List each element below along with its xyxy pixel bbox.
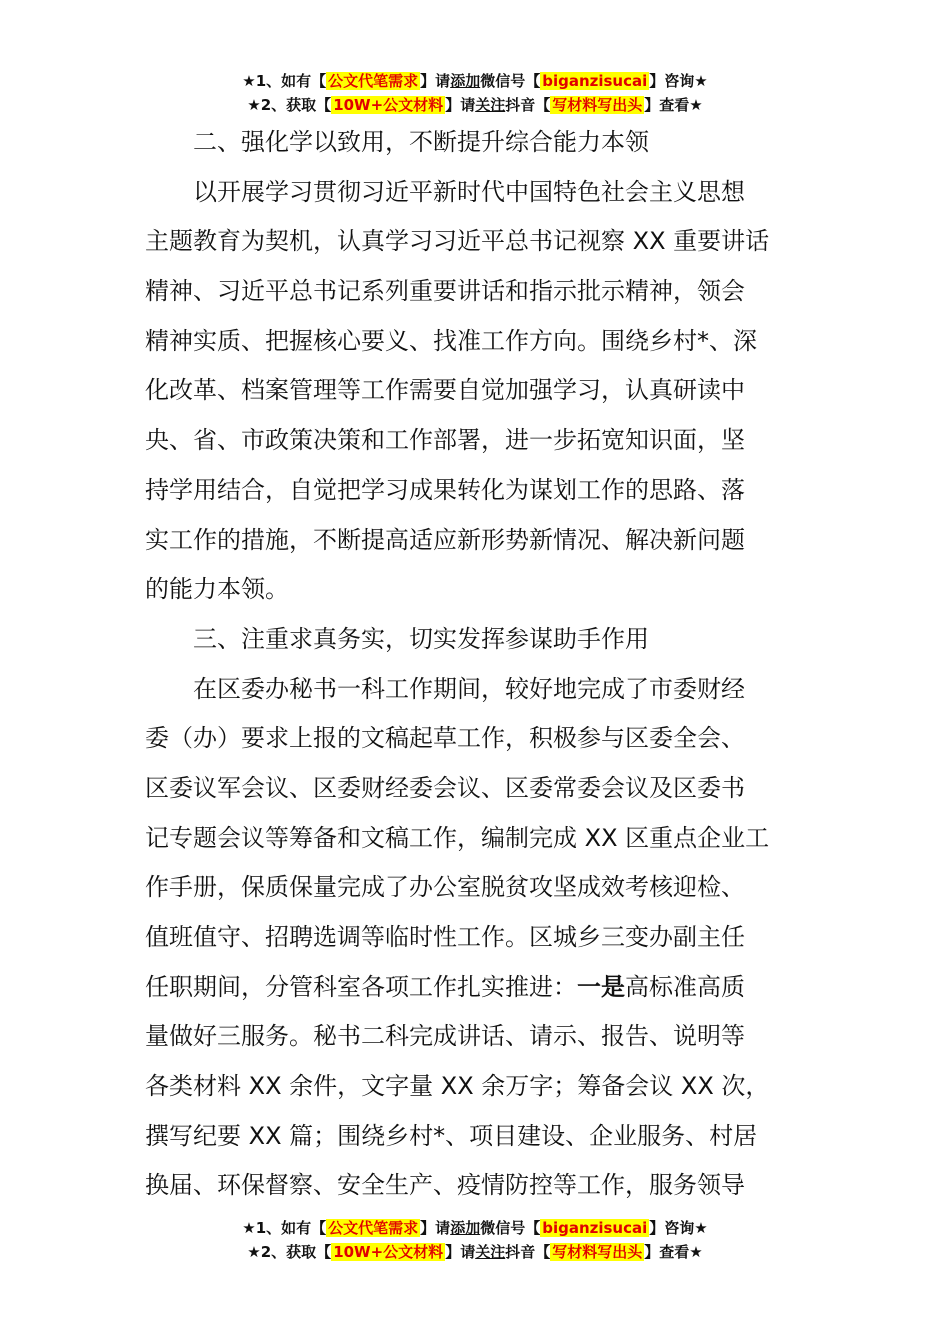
paragraph-line: 委（办）要求上报的文稿起草工作，积极参与区委全会、 [145, 724, 745, 753]
paragraph-line: 值班值守、招聘选调等临时性工作。区城乡三变办副主任 [145, 923, 745, 951]
banner-text: ★1、如有【 [242, 1219, 327, 1237]
banner-underlined: 关注 [475, 1243, 506, 1261]
paragraph-line: 撰写纪要 XX 篇；围绕乡村*、项目建设、企业服务、村居 [145, 1121, 758, 1150]
banner-text: ★2、获取【 [247, 96, 332, 114]
banner-highlight: 10W+公文材料 [333, 1243, 444, 1261]
section-heading: 二、强化学以致用，不断提升综合能力本领 [193, 128, 649, 156]
banner-text: 抖音【 [505, 96, 551, 114]
banner-text: 抖音【 [505, 1243, 551, 1261]
banner-line-1 [0, 1216, 950, 1240]
line-segment: 高标准高质 [625, 972, 745, 1001]
paragraph-line: 换届、环保督察、安全生产、疫情防控等工作，服务领导 [145, 1171, 745, 1200]
banner-text: 】请 [445, 1243, 476, 1261]
paragraph-line: 持学用结合，自觉把学习成果转化为谋划工作的思路、落 [145, 475, 745, 504]
banner-highlight: 公文代笔需求 [328, 72, 419, 90]
banner-underlined: 关注 [475, 96, 506, 114]
paragraph-line: 在区委办秘书一科工作期间，较好地完成了市委财经 [193, 674, 745, 703]
paragraph-line: 精神、习近平总书记系列重要讲话和指示批示精神，领会 [145, 277, 745, 306]
paragraph-line: 的能力本领。 [145, 575, 289, 604]
banner-highlight: 写材料写出头 [552, 1243, 643, 1261]
paragraph-line: 以开展学习贯彻习近平新时代中国特色社会主义思想 [193, 177, 745, 206]
banner-text: 】咨询★ [649, 1219, 708, 1237]
section-heading: 三、注重求真务实，切实发挥参谋助手作用 [193, 624, 649, 653]
banner-highlight: biganzisucai [542, 72, 648, 90]
banner-highlight: 10W+公文材料 [333, 96, 444, 114]
paragraph-line: 作手册，保质保量完成了办公室脱贫攻坚成效考核迎检、 [145, 873, 745, 902]
banner-line-2 [0, 93, 950, 117]
banner-line-2 [0, 1240, 950, 1264]
paragraph-line: 区委议军会议、区委财经委会议、区委常委会议及区委书 [145, 773, 745, 802]
banner-highlight: 公文代笔需求 [328, 1219, 419, 1237]
paragraph-line: 化改革、档案管理等工作需要自觉加强学习，认真研读中 [145, 376, 745, 405]
banner-text: 】查看★ [644, 96, 703, 114]
banner-highlight: biganzisucai [542, 1219, 648, 1237]
bold-marker: 一是 [577, 972, 625, 1001]
header-banner [0, 69, 950, 117]
paragraph-line: 主题教育为契机，认真学习习近平总书记视察 XX 重要讲话 [145, 227, 770, 256]
paragraph-line: 央、省、市政策决策和工作部署，进一步拓宽知识面，坚 [145, 426, 745, 455]
banner-text: 微信号【 [480, 1219, 541, 1237]
banner-text: 】请 [420, 1219, 451, 1237]
line-segment: 任职期间，分管科室各项工作扎实推进： [145, 972, 577, 1001]
paragraph-line: 精神实质、把握核心要义、找准工作方向。围绕乡村*、深 [145, 326, 757, 355]
paragraph-line: 记专题会议等筹备和文稿工作，编制完成 XX 区重点企业工 [145, 823, 770, 852]
banner-text: ★1、如有【 [242, 72, 327, 90]
banner-text: 】请 [445, 96, 476, 114]
banner-text: 】咨询★ [649, 72, 708, 90]
banner-text: 】请 [420, 72, 451, 90]
paragraph-line: 量做好三服务。秘书二科完成讲话、请示、报告、说明等 [145, 1022, 745, 1051]
document-body [145, 118, 805, 1211]
footer-banner [0, 1216, 950, 1264]
banner-line-1 [0, 69, 950, 93]
banner-highlight: 写材料写出头 [552, 96, 643, 114]
paragraph-line [145, 963, 805, 1013]
paragraph-line: 实工作的措施，不断提高适应新形势新情况、解决新问题 [145, 525, 745, 554]
paragraph-line: 各类材料 XX 余件，文字量 XX 余万字；筹备会议 XX 次， [145, 1072, 770, 1101]
banner-text: ★2、获取【 [247, 1243, 332, 1261]
banner-underlined: 添加 [450, 72, 481, 90]
banner-text: 】查看★ [644, 1243, 703, 1261]
banner-text: 微信号【 [480, 72, 541, 90]
banner-underlined: 添加 [450, 1219, 481, 1237]
